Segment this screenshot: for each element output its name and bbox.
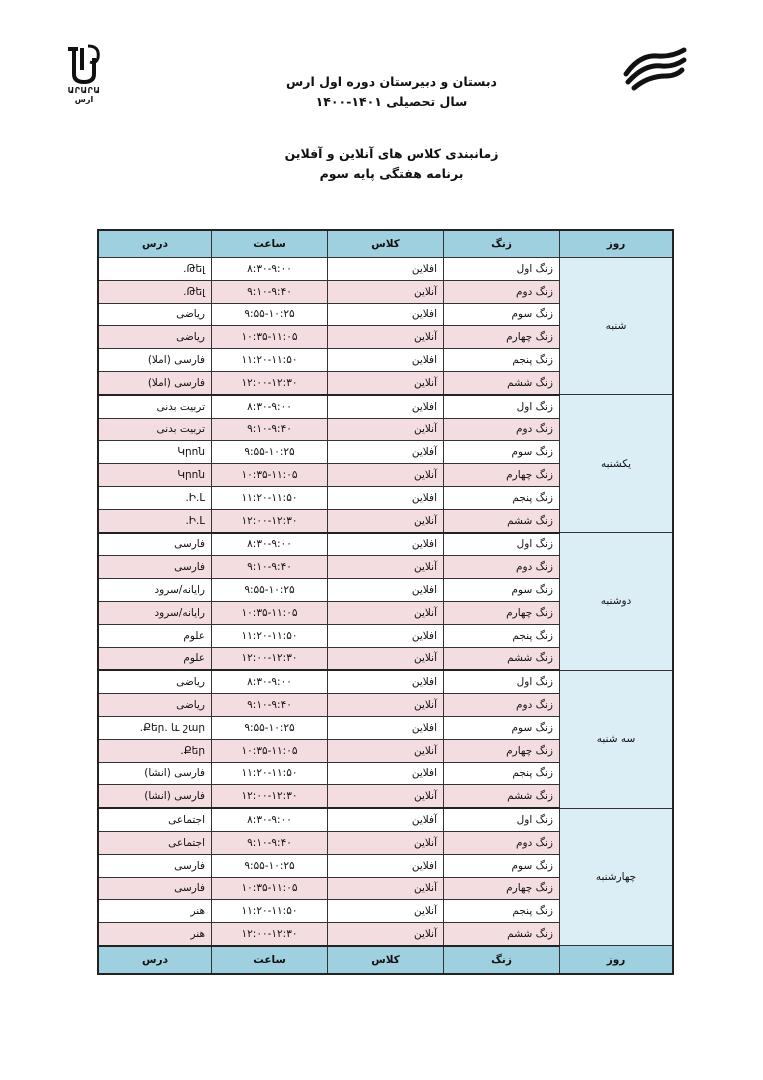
bell-cell: زنگ ششم (444, 509, 560, 532)
table-header-row (98, 230, 673, 258)
bell-cell: زنگ دوم (444, 418, 560, 441)
class-mode-cell: آنلاین (328, 785, 444, 808)
col-header-time: ساعت (212, 230, 328, 258)
class-mode-cell: آنلاین (328, 418, 444, 441)
class-mode-cell: آفلاین (328, 808, 444, 831)
class-mode-cell: آنلاین (328, 900, 444, 923)
bell-cell: زنگ دوم (444, 694, 560, 717)
col-footer-bell: زنگ (444, 946, 560, 974)
day-name-cell: شنبه (560, 258, 674, 395)
class-mode-cell: افلاین (328, 258, 444, 281)
class-mode-cell: افلاین (328, 854, 444, 877)
time-cell: ۱۱:۲۰-۱۱:۵۰ (212, 900, 328, 923)
class-mode-cell: افلاین (328, 395, 444, 418)
col-header-lesson: درس (98, 230, 212, 258)
lesson-cell: فارسی (انشا) (98, 785, 212, 808)
bell-cell: زنگ سوم (444, 854, 560, 877)
table-row (98, 258, 673, 281)
bell-cell: زنگ دوم (444, 280, 560, 303)
class-mode-cell: آنلاین (328, 739, 444, 762)
class-mode-cell: آنلاین (328, 831, 444, 854)
lesson-cell: ریاضی (98, 303, 212, 326)
class-mode-cell: افلاین (328, 716, 444, 739)
school-year: سال تحصیلی ۱۴۰۱-۱۴۰۰ (315, 94, 468, 109)
time-cell: ۹:۱۰-۹:۴۰ (212, 280, 328, 303)
class-mode-cell: آنلاین (328, 509, 444, 532)
bell-cell: زنگ پنجم (444, 486, 560, 509)
bell-cell: زنگ سوم (444, 716, 560, 739)
bell-cell: زنگ چهارم (444, 464, 560, 487)
class-mode-cell: افلاین (328, 579, 444, 602)
weekly-schedule-table (97, 229, 674, 975)
lesson-cell: فارسی (املا) (98, 371, 212, 394)
lesson-cell: هنر (98, 923, 212, 946)
time-cell: ۸:۳۰-۹:۰۰ (212, 808, 328, 831)
day-name-cell: یکشنبه (560, 395, 674, 533)
time-cell: ۱۲:۰۰-۱۲:۳۰ (212, 785, 328, 808)
time-cell: ۱۲:۰۰-۱۲:۳۰ (212, 509, 328, 532)
logo-text-persian: ارس (74, 95, 94, 104)
time-cell: ۹:۵۵-۱۰:۲۵ (212, 716, 328, 739)
time-cell: ۹:۵۵-۱۰:۲۵ (212, 854, 328, 877)
lesson-cell: فارسی (98, 556, 212, 579)
bell-cell: زنگ اول (444, 808, 560, 831)
class-mode-cell: افلاین (328, 762, 444, 785)
bell-cell: زنگ ششم (444, 647, 560, 670)
class-mode-cell: آنلاین (328, 647, 444, 670)
class-mode-cell: افلاین (328, 303, 444, 326)
time-cell: ۱۰:۳۵-۱۱:۰۵ (212, 877, 328, 900)
class-mode-cell: افلاین (328, 486, 444, 509)
lesson-cell: فارسی (املا) (98, 349, 212, 372)
class-mode-cell: افلاین (328, 349, 444, 372)
school-name: دبستان و دبیرستان دوره اول ارس (286, 74, 497, 89)
bell-cell: زنگ ششم (444, 371, 560, 394)
lesson-cell: هنر (98, 900, 212, 923)
lesson-cell: فارسی (98, 533, 212, 556)
bell-cell: زنگ سوم (444, 579, 560, 602)
time-cell: ۸:۳۰-۹:۰۰ (212, 258, 328, 281)
time-cell: ۱۲:۰۰-۱۲:۳۰ (212, 371, 328, 394)
lesson-cell: تربیت بدنی (98, 418, 212, 441)
class-mode-cell: آنلاین (328, 464, 444, 487)
bell-cell: زنگ ششم (444, 785, 560, 808)
col-footer-time: ساعت (212, 946, 328, 974)
day-name-cell: چهارشنبه (560, 808, 674, 946)
time-cell: ۹:۵۵-۱۰:۲۵ (212, 441, 328, 464)
lesson-cell: Կրոն (98, 441, 212, 464)
time-cell: ۹:۱۰-۹:۴۰ (212, 694, 328, 717)
class-mode-cell: آنلاین (328, 556, 444, 579)
lesson-cell: تربیت بدنی (98, 395, 212, 418)
lesson-cell: Ի.Լ. (98, 509, 212, 532)
class-mode-cell: آفلاین (328, 441, 444, 464)
class-mode-cell: آنلاین (328, 326, 444, 349)
lesson-cell: رایانه/سرود (98, 601, 212, 624)
time-cell: ۸:۳۰-۹:۰۰ (212, 395, 328, 418)
col-footer-lesson: درس (98, 946, 212, 974)
time-cell: ۱۰:۳۵-۱۱:۰۵ (212, 739, 328, 762)
lesson-cell: Կրոն (98, 464, 212, 487)
time-cell: ۹:۱۰-۹:۴۰ (212, 556, 328, 579)
bell-cell: زنگ اول (444, 395, 560, 418)
bell-cell: زنگ چهارم (444, 739, 560, 762)
class-mode-cell: آنلاین (328, 601, 444, 624)
bell-cell: زنگ چهارم (444, 601, 560, 624)
class-mode-cell: افلاین (328, 624, 444, 647)
bell-cell: زنگ اول (444, 533, 560, 556)
bell-cell: زنگ اول (444, 258, 560, 281)
bell-cell: زنگ سوم (444, 303, 560, 326)
time-cell: ۱۱:۲۰-۱۱:۵۰ (212, 624, 328, 647)
col-header-class: کلاس (328, 230, 444, 258)
class-mode-cell: آنلاین (328, 371, 444, 394)
time-cell: ۱۰:۳۵-۱۱:۰۵ (212, 601, 328, 624)
time-cell: ۹:۵۵-۱۰:۲۵ (212, 303, 328, 326)
time-cell: ۹:۱۰-۹:۴۰ (212, 831, 328, 854)
class-mode-cell: آنلاین (328, 877, 444, 900)
table-footer-row (98, 946, 673, 974)
lesson-cell: Թել. (98, 258, 212, 281)
class-mode-cell: آنلاین (328, 923, 444, 946)
time-cell: ۱۲:۰۰-۱۲:۳۰ (212, 647, 328, 670)
col-footer-class: کلاس (328, 946, 444, 974)
bell-cell: زنگ ششم (444, 923, 560, 946)
schedule-header (10, 144, 763, 184)
time-cell: ۱۰:۳۵-۱۱:۰۵ (212, 326, 328, 349)
bell-cell: زنگ پنجم (444, 900, 560, 923)
time-cell: ۱۲:۰۰-۱۲:۳۰ (212, 923, 328, 946)
class-mode-cell: آنلاین (328, 280, 444, 303)
table-row (98, 395, 673, 418)
table-row (98, 808, 673, 831)
time-cell: ۹:۱۰-۹:۴۰ (212, 418, 328, 441)
lesson-cell: رایانه/سرود (98, 579, 212, 602)
time-cell: ۸:۳۰-۹:۰۰ (212, 670, 328, 693)
lesson-cell: Քեր. և շար. (98, 716, 212, 739)
bell-cell: زنگ پنجم (444, 762, 560, 785)
lesson-cell: فارسی (انشا) (98, 762, 212, 785)
time-cell: ۱۱:۲۰-۱۱:۵۰ (212, 762, 328, 785)
bell-cell: زنگ دوم (444, 556, 560, 579)
logo-text-armenian: ԱՐԱՐԱ (67, 86, 101, 95)
day-name-cell: سه شنبه (560, 670, 674, 808)
time-cell: ۱۰:۳۵-۱۱:۰۵ (212, 464, 328, 487)
class-mode-cell: آنلاین (328, 694, 444, 717)
schedule-title: زمانبندی کلاس های آنلاین و آفلاین (284, 146, 499, 161)
table-row (98, 533, 673, 556)
day-name-cell: دوشنبه (560, 533, 674, 671)
schedule-subtitle: برنامه هفتگی پایه سوم (319, 166, 464, 181)
time-cell: ۱۱:۲۰-۱۱:۵۰ (212, 349, 328, 372)
class-mode-cell: افلاین (328, 670, 444, 693)
bell-cell: زنگ چهارم (444, 326, 560, 349)
lesson-cell: ریاضی (98, 694, 212, 717)
bell-cell: زنگ پنجم (444, 349, 560, 372)
time-cell: ۱۱:۲۰-۱۱:۵۰ (212, 486, 328, 509)
col-header-day: روز (560, 230, 674, 258)
time-cell: ۸:۳۰-۹:۰۰ (212, 533, 328, 556)
time-cell: ۹:۵۵-۱۰:۲۵ (212, 579, 328, 602)
lesson-cell: فارسی (98, 877, 212, 900)
col-header-bell: زنگ (444, 230, 560, 258)
lesson-cell: فارسی (98, 854, 212, 877)
bell-cell: زنگ پنجم (444, 624, 560, 647)
bell-cell: زنگ چهارم (444, 877, 560, 900)
lesson-cell: ریاضی (98, 326, 212, 349)
col-footer-day: روز (560, 946, 674, 974)
bell-cell: زنگ دوم (444, 831, 560, 854)
table-row (98, 670, 673, 693)
lesson-cell: اجتماعی (98, 808, 212, 831)
lesson-cell: ریاضی (98, 670, 212, 693)
lesson-cell: Ի.Լ. (98, 486, 212, 509)
lesson-cell: علوم (98, 624, 212, 647)
class-mode-cell: افلاین (328, 533, 444, 556)
lesson-cell: Քեր. (98, 739, 212, 762)
lesson-cell: علوم (98, 647, 212, 670)
school-header (10, 72, 763, 112)
lesson-cell: اجتماعی (98, 831, 212, 854)
lesson-cell: Թել. (98, 280, 212, 303)
bell-cell: زنگ اول (444, 670, 560, 693)
bell-cell: زنگ سوم (444, 441, 560, 464)
